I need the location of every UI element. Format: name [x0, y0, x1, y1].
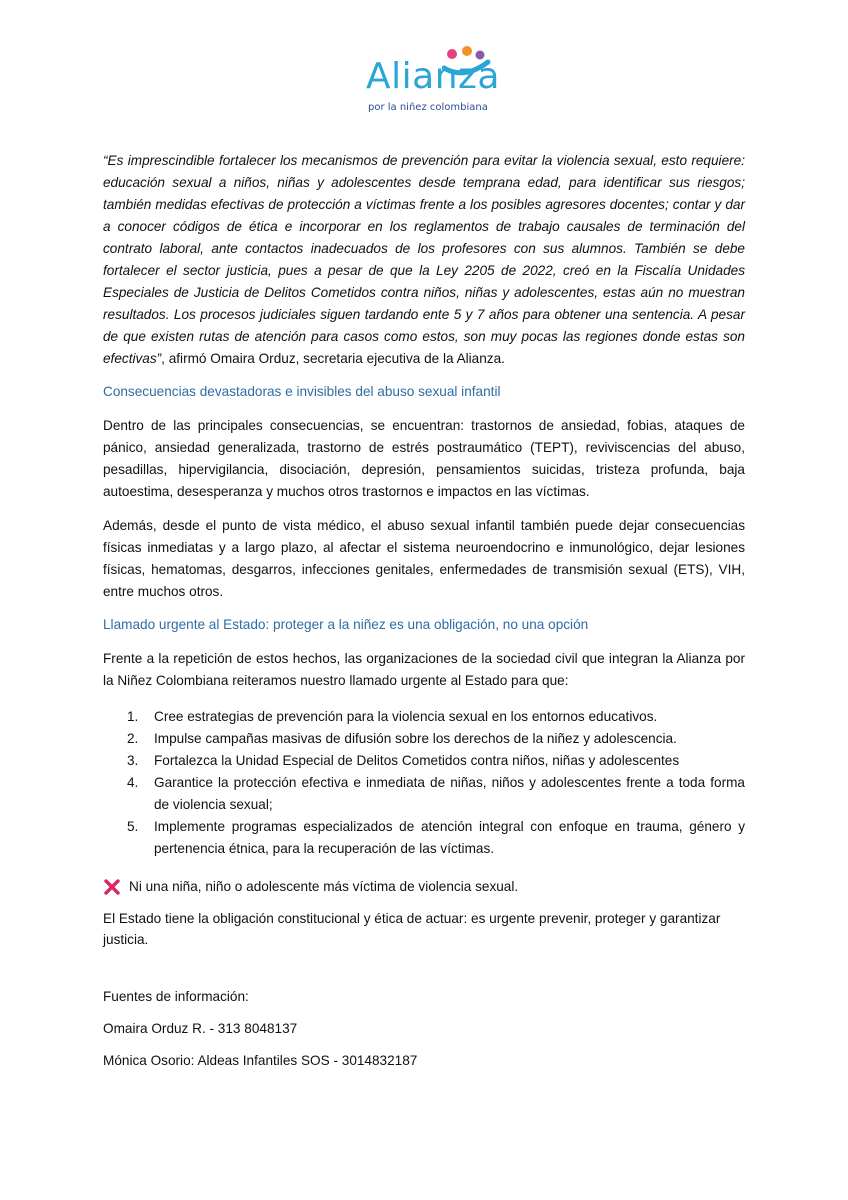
consequences-paragraph-2: Además, desde el punto de vista médico, el abuso sexual infantil también puede dejar consecuencias físicas inmediatas y a largo plazo, al afectar el sistema neuroendocrino e inmunológico, dejar lesiones físicas, hematomas, desgarros, infecciones genitales, enfermedades de transmisión sexual (ETS), VIH, entre muchos otros.	[103, 518, 745, 599]
section-heading-consequences: Consecuencias devastadoras e invisibles del abuso sexual infantil	[103, 384, 501, 399]
list-number: 3.	[127, 753, 139, 768]
source-contact-1: Omaira Orduz R. - 313 8048137	[103, 1021, 298, 1036]
list-text: Garantice la protección efectiva e inmediata de niñas, niños y adolescentes frente a toda forma de violencia sexual;	[154, 775, 745, 812]
consequences-paragraph-1: Dentro de las principales consecuencias, se encuentran: trastornos de ansiedad, fobias, ataques de pánico, ansiedad generalizada, trastorno de estrés postraumático (TEPT), reviviscencias del abuso, pesadillas, hipervigilancia, disociación, depresión, pensamientos suicidas, tristeza profunda, baja autoestima, desesperanza y muchos otros trastornos e impactos en las víctimas.	[103, 418, 745, 499]
list-text: Fortalezca la Unidad Especial de Delitos Cometidos contra niños, niñas y adolescentes	[154, 753, 680, 768]
document-body	[103, 150, 745, 950]
section-heading-urgent-call: Llamado urgente al Estado: proteger a la niñez es una obligación, no una opción	[103, 617, 589, 632]
list-item	[103, 728, 745, 750]
slogan-line	[103, 876, 745, 898]
list-text: Impulse campañas masivas de difusión sobre los derechos de la niñez y adolescencia.	[154, 731, 677, 746]
logo-tagline: por la niñez colombiana	[368, 102, 488, 113]
logo-wordmark: Alianza	[366, 56, 500, 97]
demands-list	[103, 706, 745, 860]
quote-attribution: , afirmó Omaira Orduz, secretaria ejecutiva de la Alianza.	[161, 351, 505, 366]
list-item	[103, 750, 745, 772]
list-number: 1.	[127, 709, 139, 724]
quote-paragraph	[103, 150, 745, 370]
sources-block	[103, 986, 745, 1082]
urgent-call-intro: Frente a la repetición de estos hechos, las organizaciones de la sociedad civil que integran la Alianza por la Niñez Colombiana reiteramos nuestro llamado urgente al Estado para que:	[103, 651, 745, 688]
list-text: Cree estrategias de prevención para la violencia sexual en los entornos educativos.	[154, 709, 658, 724]
list-number: 2.	[127, 731, 139, 746]
list-number: 5.	[127, 819, 139, 834]
cross-mark-icon	[103, 878, 121, 896]
quote-text: “Es imprescindible fortalecer los mecanismos de prevención para evitar la violencia sexual, esto requiere: educación sexual a niños, niñas y adolescentes desde temprana edad, para identificar sus riesgos; también medidas efectivas de protección a víctimas frente a los posibles agresores docentes; contar y dar a conocer códigos de ética e incorporar en los reglamentos de trabajo causales de terminación del contrato laboral, ante contactos inadecuados de los profesores con sus alumnos. También se debe fortalecer el sector justicia, pues a pesar de que la Ley 2205 de 2022, creó en la Fiscalía Unidades Especiales de Justicia de Delitos Cometidos contra niños, niñas y adolescentes, estas aún no muestran resultados. Los procesos judiciales siguen tardando ente 5 y 7 años para obtener una sentencia. A pesar de que existen rutas de atención para casos como estos, son muy pocas las regiones donde estas son efectivas”	[103, 153, 745, 366]
list-text: Implemente programas especializados de atención integral con enfoque en trauma, género y pertenencia étnica, para la recuperación de las víctimas.	[154, 819, 745, 856]
source-contact-2: Mónica Osorio: Aldeas Infantiles SOS - 3014832187	[103, 1053, 418, 1068]
list-item	[103, 816, 745, 860]
slogan-text: Ni una niña, niño o adolescente más víctima de violencia sexual.	[129, 879, 519, 894]
list-item	[103, 706, 745, 728]
list-item	[103, 772, 745, 816]
alianza-logo	[360, 46, 500, 116]
closing-paragraph: El Estado tiene la obligación constitucional y ética de actuar: es urgente prevenir, proteger y garantizar justicia.	[103, 911, 721, 947]
sources-title: Fuentes de información:	[103, 989, 249, 1004]
list-number: 4.	[127, 775, 139, 790]
